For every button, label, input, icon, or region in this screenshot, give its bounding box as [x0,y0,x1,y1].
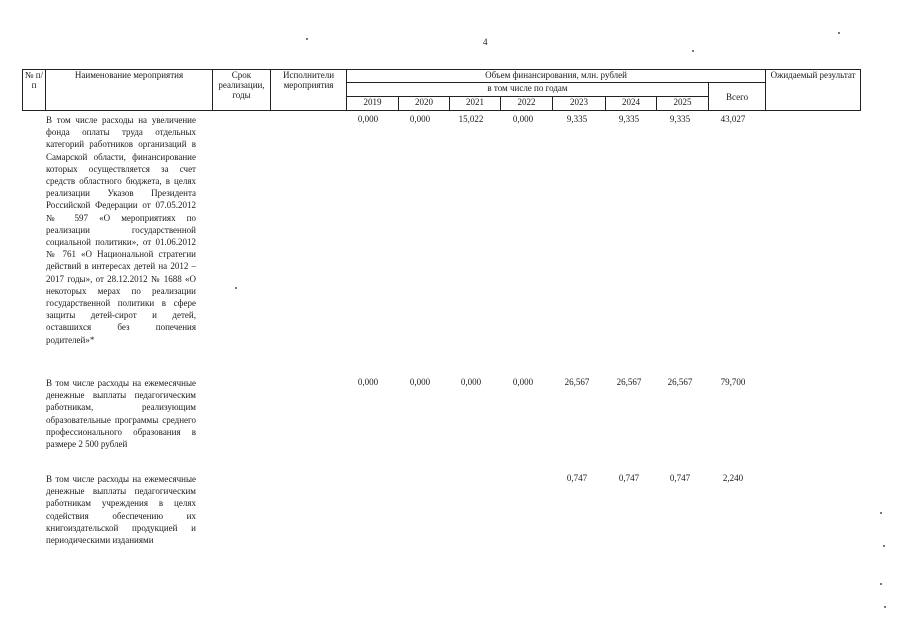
value-2025: 26,567 [667,377,693,387]
value-total: 79,700 [720,377,746,387]
value-2019: 0,000 [357,377,379,387]
header-executors: Исполнители мероприятия [271,70,347,111]
scan-speck [306,38,308,40]
value-total: 2,240 [722,473,744,483]
header-name: Наименование мероприятия [46,70,213,111]
value-2025: 9,335 [669,114,691,124]
value-2022: 0,000 [512,377,534,387]
scan-speck [880,583,882,585]
scan-speck [692,50,694,52]
scan-speck [235,287,237,289]
row-name: В том числе расходы на ежемесячные денежные выплаты педагогическим работникам, реализующим образовательные программы среднего профессионального образования в размере 2 500 рублей [46,378,196,450]
header-year: 2020 [399,97,450,111]
row-name: В том числе расходы на ежемесячные денежные выплаты педагогическим работникам учреждения в целях содействия обеспечению их книгоиздательской продукцией и периодическими изданиями [46,474,196,546]
header-year: 2024 [606,97,657,111]
scan-speck [838,32,840,34]
row-name: В том числе расходы на увеличение фонда оплаты труда отдельных категорий работников организаций в Самарской области, финансирование которых осуществляется за счет средств областного бюджета, в целях реализации Указов Президента Российской Федерации от 07.05.2012 № 597 «О мероприятиях по реализации государственной социальной политики», от 01.06.2012 № 761 «О Национальной стратегии действий в интересах детей на 2012 – 2017 годы», от 28.12.2012 № 1688 «О некоторых мерах по реализации государственной политики в сфере защиты детей-сирот и детей, оставшихся без попечения родителей»* [46,115,196,345]
header-number: № п/п [23,70,46,111]
value-2024: 9,335 [618,114,640,124]
value-2023: 9,335 [566,114,588,124]
value-2022: 0,000 [512,114,534,124]
value-2024: 0,747 [618,473,640,483]
financing-table [22,69,861,113]
value-2023: 0,747 [566,473,588,483]
header-by-years: в том числе по годам [347,83,709,97]
header-year: 2025 [657,97,709,111]
header-year: 2022 [501,97,553,111]
header-term: Срок реализации, годы [213,70,271,111]
value-2020: 0,000 [409,377,431,387]
header-year: 2023 [553,97,606,111]
value-2021: 0,000 [460,377,482,387]
header-total: Всего [709,83,766,111]
header-year: 2021 [450,97,501,111]
value-2024: 26,567 [616,377,642,387]
scan-speck [883,545,885,547]
header-funding: Объем финансирования, млн. рублей [347,70,766,83]
value-2021: 15,022 [458,114,484,124]
value-2019: 0,000 [357,114,379,124]
scan-speck [880,512,882,514]
header-year: 2019 [347,97,399,111]
value-2025: 0,747 [669,473,691,483]
header-result: Ожидаемый результат [766,70,861,111]
scan-speck [884,606,886,608]
value-total: 43,027 [720,114,746,124]
value-2020: 0,000 [409,114,431,124]
value-2023: 26,567 [564,377,590,387]
page-number: 4 [483,37,488,47]
